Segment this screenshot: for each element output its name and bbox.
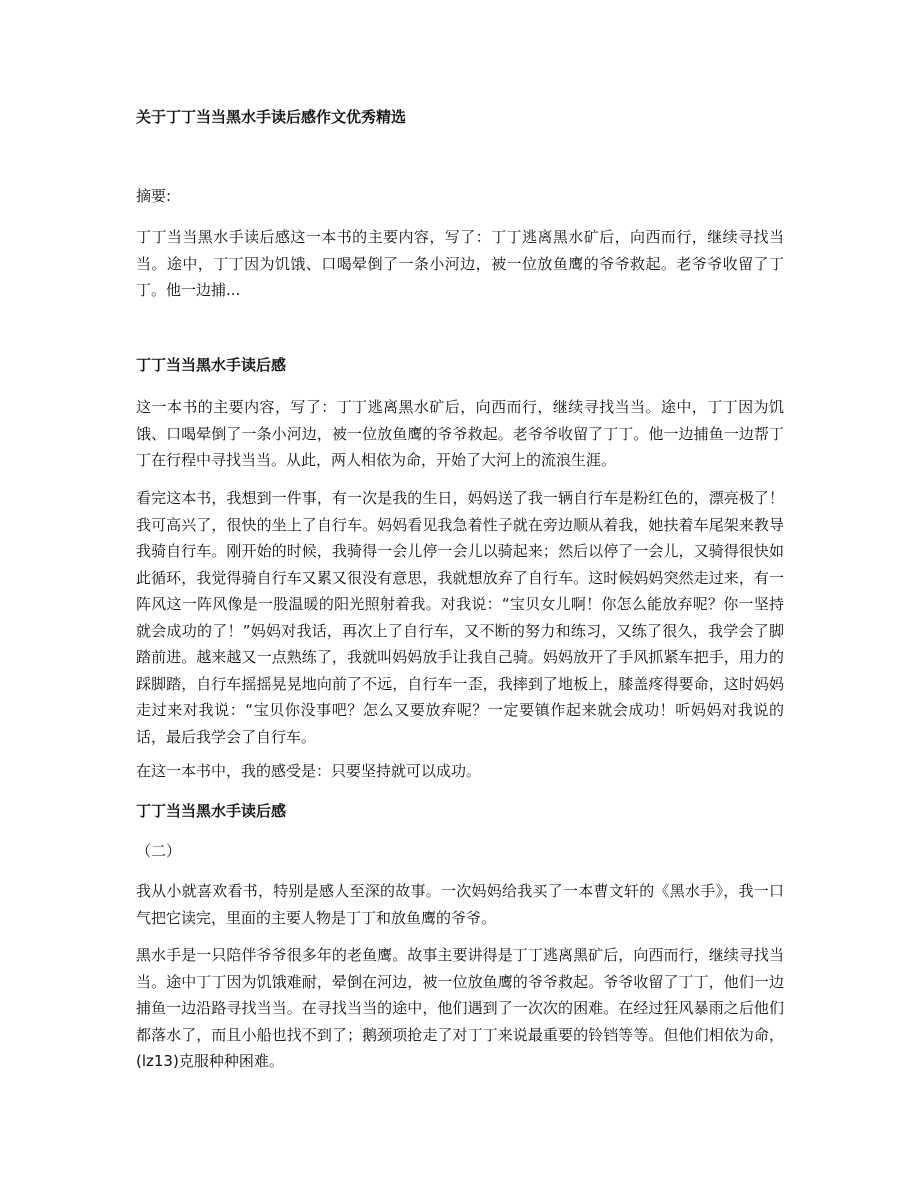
section1-heading: 丁丁当当黑水手读后感 [136, 356, 287, 374]
section2-paragraph-2: 黑水手是一只陪伴爷爷很多年的老鱼鹰。故事主要讲得是丁丁逃离黑矿后，向西而行，继续寻找当当。途中丁丁因为饥饿难耐，晕倒在河边，被一位放鱼鹰的爷爷救起。爷爷收留了丁丁，他们一边捕鱼一边沿路寻找当当。在寻找当当的途中，他们遇到了一次次的困难。在经过狂风暴雨之后他们都落水了，而且小船也找不到了；鹅颈项抢走了对丁丁来说最重要的铃铛等等。但他们相依为命，(lz13)克服种种困难。 [136, 946, 784, 1070]
section2-heading: 丁丁当当黑水手读后感 [136, 802, 287, 820]
section1-paragraph-1: 这一本书的主要内容，写了：丁丁逃离黑水矿后，向西而行，继续寻找当当。途中，丁丁因为饥饿、口喝晕倒了一条小河边，被一位放鱼鹰的爷爷救起。老爷爷收留了丁丁。他一边捕鱼一边帮丁丁在行程中寻找当当。从此，两人相依为命，开始了大河上的流浪生涯。 [136, 398, 784, 469]
section2-paragraph-1: 我从小就喜欢看书，特别是感人至深的故事。一次妈妈给我买了一本曹文轩的《黑水手》，我一口气把它读完，里面的主要人物是丁丁和放鱼鹰的爷爷。 [136, 882, 784, 927]
section2-number: （二） [136, 842, 182, 860]
abstract-label: 摘要: [136, 187, 172, 205]
abstract-text: 丁丁当当黑水手读后感这一本书的主要内容，写了：丁丁逃离黑水矿后，向西而行，继续寻找当当。途中，丁丁因为饥饿、口喝晕倒了一条小河边，被一位放鱼鹰的爷爷救起。老爷爷收留了丁丁。他一边捕... [136, 228, 784, 299]
section1-paragraph-3: 在这一本书中，我的感受是：只要坚持就可以成功。 [136, 762, 482, 780]
document-title: 关于丁丁当当黑水手读后感作文优秀精选 [136, 108, 407, 126]
section1-paragraph-2: 看完这本书，我想到一件事，有一次是我的生日，妈妈送了我一辆自行车是粉红色的，漂亮极了！我可高兴了，很快的坐上了自行车。妈妈看见我急着性子就在旁边顺从着我，她扶着车尾架来教导我骑自行车。刚开始的时候，我骑得一会儿停一会儿以骑起来；然后以停了一会儿，又骑得很快如此循环，我觉得骑自行车又累又很没有意思，我就想放弃了自行车。这时候妈妈突然走过来，有一阵风这一阵风像是一股温暖的阳光照射着我。对我说：“宝贝女儿啊！你怎么能放弃呢？你一坚持就会成功的了！”妈妈对我话，再次上了自行车，又不断的努力和练习，又练了很久，我学会了脚踏前进。越来越又一点熟练了，我就叫妈妈放手让我自己骑。妈妈放开了手风抓紧车把手，用力的踩脚踏，自行车摇摇晃晃地向前了不远，自行车一歪，我摔到了地板上，膝盖疼得要命，这时妈妈走过来对我说：“宝贝你没事吧？怎么又要放弃呢？一定要镇作起来就会成功！听妈妈对我说的话，最后我学会了自行车。 [136, 489, 784, 746]
